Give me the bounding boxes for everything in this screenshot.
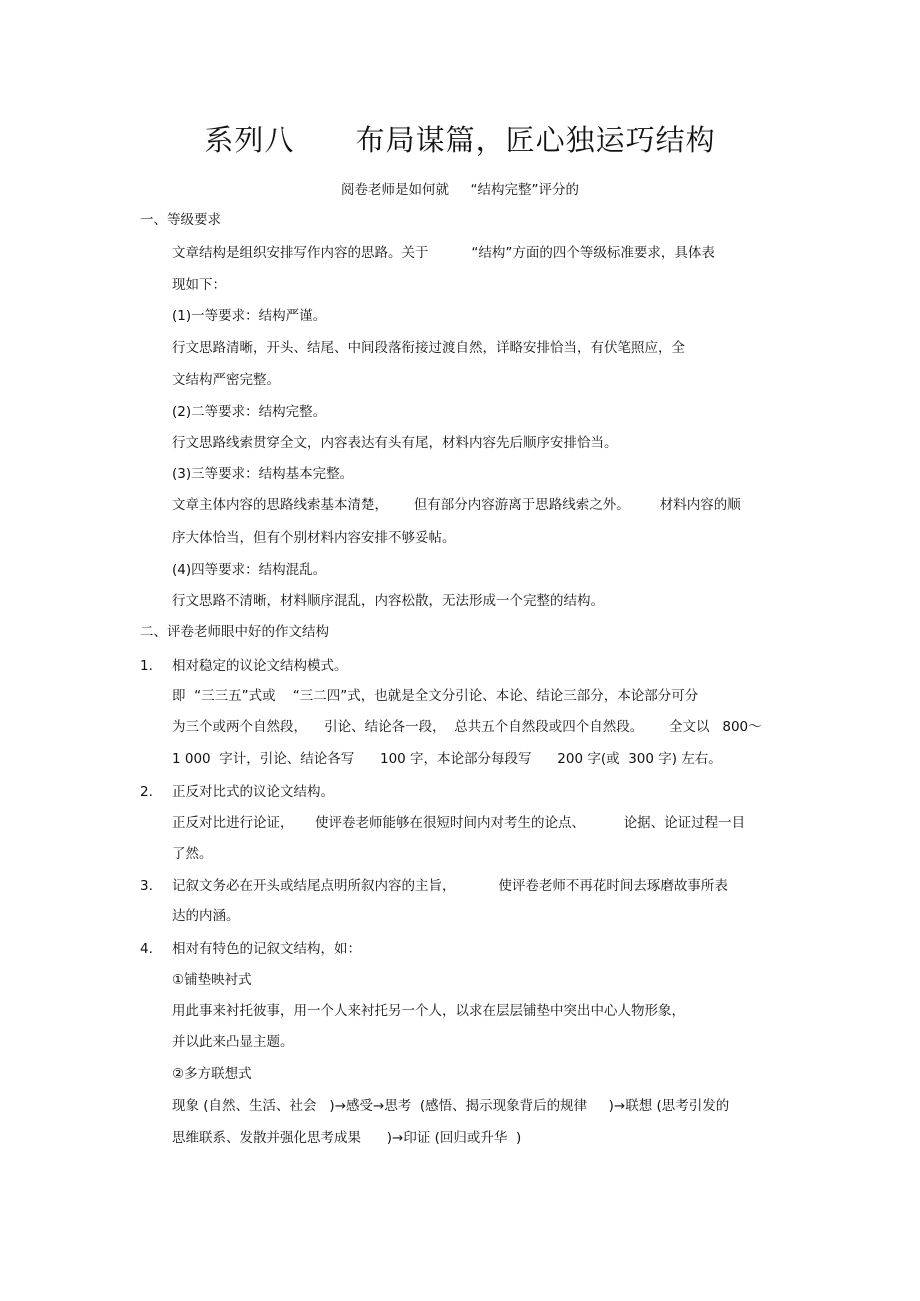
list-item-title: 相对有特色的记叙文结构，如： xyxy=(172,941,361,957)
paragraph-line: 并以此来凸显主题。 xyxy=(172,1034,294,1050)
paragraph-line: 文章结构是组织安排写作内容的思路。关于 “结构”方面的四个等级标准要求，具体表 xyxy=(172,245,715,261)
paragraph-line: 正反对比进行论证， 使评卷老师能够在很短时间内对考生的论点、 论据、论证过程一目 xyxy=(172,815,746,831)
paragraph-line: 行文思路清晰，开头、结尾、中间段落衔接过渡自然，详略安排恰当，有伏笔照应，全 xyxy=(172,340,685,356)
paragraph-line: 现如下： xyxy=(172,277,226,293)
paragraph-line: 达的内涵。 xyxy=(172,908,240,924)
level-3-label: (3)三等要求：结构基本完整。 xyxy=(172,466,354,482)
list-number: 2. xyxy=(140,784,153,800)
paragraph-line: 行文思路线索贯穿全文，内容表达有头有尾，材料内容先后顺序安排恰当。 xyxy=(172,435,618,451)
page-title: 系列八 布局谋篇，匠心独运巧结构 xyxy=(204,123,716,157)
list-number: 4. xyxy=(140,941,153,957)
list-item-title: 正反对比式的议论文结构。 xyxy=(172,784,334,800)
list-item-title: 记叙文务必在开头或结尾点明所叙内容的主旨， 使评卷老师不再花时间去琢磨故事所表 xyxy=(172,878,728,894)
level-4-label: (4)四等要求：结构混乱。 xyxy=(172,562,327,578)
sub-item-label: ①铺垫映衬式 xyxy=(172,972,252,988)
paragraph-line: 了然。 xyxy=(172,846,213,862)
paragraph-line: 用此事来衬托彼事，用一个人来衬托另一个人，以求在层层铺垫中突出中心人物形象， xyxy=(172,1003,685,1019)
list-number: 3. xyxy=(140,878,153,894)
paragraph-line: 思维联系、发散并强化思考成果 )→印证 (回归或升华 ) xyxy=(172,1130,522,1146)
level-1-label: (1)一等要求：结构严谨。 xyxy=(172,308,327,324)
section-heading-1: 一、等级要求 xyxy=(140,212,221,228)
level-2-label: (2)二等要求：结构完整。 xyxy=(172,404,327,420)
list-item-title: 相对稳定的议论文结构模式。 xyxy=(172,658,348,674)
section-heading-2: 二、评卷老师眼中好的作文结构 xyxy=(140,624,329,640)
paragraph-line: 现象 (自然、生活、社会 )→感受→思考 (感悟、揭示现象背后的规律 )→联想 (思考引发的 xyxy=(172,1098,730,1114)
paragraph-line: 文章主体内容的思路线索基本清楚， 但有部分内容游离于思路线索之外。 材料内容的顺 xyxy=(172,497,741,513)
page-subtitle: 阅卷老师是如何就 “结构完整”评分的 xyxy=(341,182,579,198)
paragraph-line: 即 “三三五”式或 “三二四”式，也就是全文分引论、本论、结论三部分，本论部分可分 xyxy=(172,688,699,704)
sub-item-label: ②多方联想式 xyxy=(172,1066,252,1082)
list-number: 1. xyxy=(140,658,153,674)
paragraph-line: 文结构严密完整。 xyxy=(172,372,280,388)
paragraph-line: 1 000 字计，引论、结论各写 100 字，本论部分每段写 200 字(或 300 字) 左右。 xyxy=(172,751,722,767)
paragraph-line: 序大体恰当，但有个别材料内容安排不够妥帖。 xyxy=(172,530,456,546)
paragraph-line: 行文思路不清晰，材料顺序混乱，内容松散，无法形成一个完整的结构。 xyxy=(172,593,604,609)
paragraph-line: 为三个或两个自然段， 引论、结论各一段， 总共五个自然段或四个自然段。 全文以 800～ xyxy=(172,719,762,735)
